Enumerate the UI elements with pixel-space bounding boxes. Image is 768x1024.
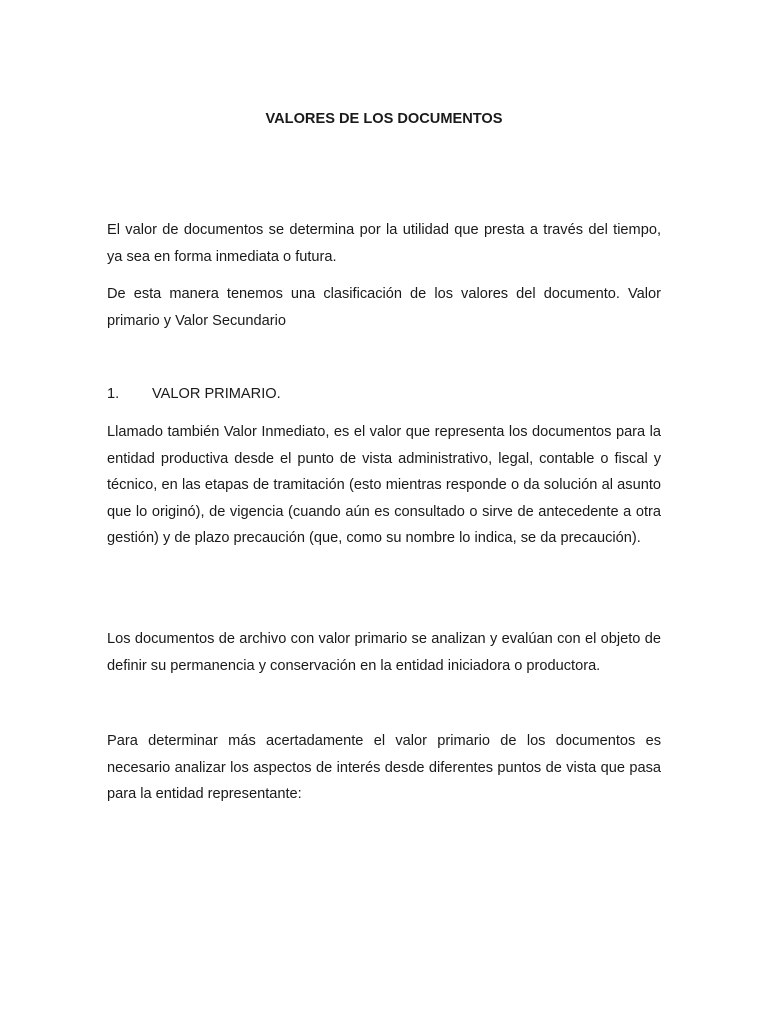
section-paragraph-3: Para determinar más acertadamente el valor primario de los documentos es necesario analizar los aspectos de interés desde diferentes puntos de vista que pasa para la entidad representante: [107, 733, 661, 802]
section-paragraph-1: Llamado también Valor Inmediato, es el valor que representa los documentos para la entidad productiva desde el punto de vista administrativo, legal, contable o fiscal y técnico, en las etapas de tramitación (esto mientras responde o da solución al asunto que lo originó), de vigencia (cuando aún es consultado o sirve de antecedente a otra gestión) y de plazo precaución (que, como su nombre lo indica, se da precaución). [107, 424, 661, 546]
section-heading-text: VALOR PRIMARIO. [152, 386, 281, 402]
section-number: 1. [107, 386, 120, 402]
document-page [107, 0, 661, 1024]
section-heading-valor-primario [107, 381, 661, 408]
intro-paragraph-2: De esta manera tenemos una clasificación de los valores del documento. Valor primario y Valor Secundario [107, 286, 661, 329]
document-title: VALORES DE LOS DOCUMENTOS [265, 111, 503, 127]
intro-paragraph-1: El valor de documentos se determina por la utilidad que presta a través del tiempo, ya sea en forma inmediata o futura. [107, 222, 661, 265]
section-paragraph-2: Los documentos de archivo con valor primario se analizan y evalúan con el objeto de definir su permanencia y conservación en la entidad iniciadora o productora. [107, 631, 661, 674]
